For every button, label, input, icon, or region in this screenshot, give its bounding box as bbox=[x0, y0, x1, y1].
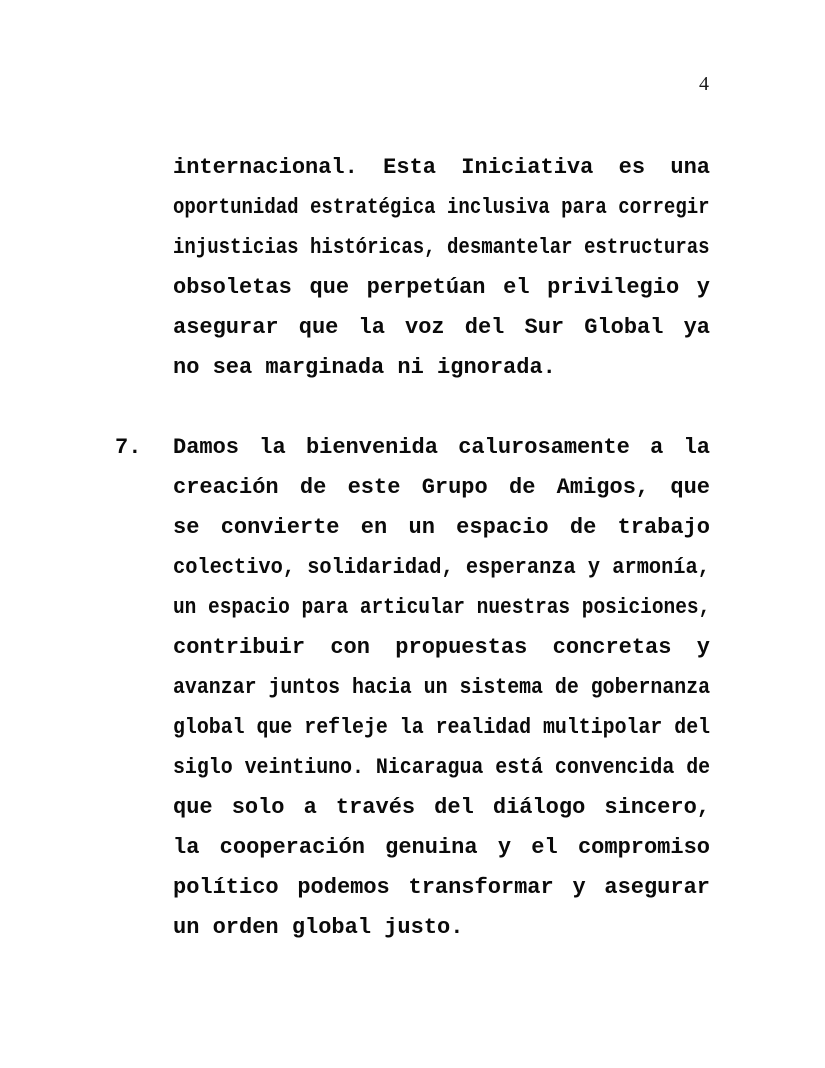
paragraph-item-7 bbox=[115, 428, 710, 948]
text-line: avanzar juntos hacia un sistema de gobernanza bbox=[173, 675, 711, 700]
text-line: colectivo, solidaridad, esperanza y armonía, bbox=[173, 555, 710, 580]
paragraph-lines bbox=[173, 148, 710, 388]
text-line: creación de este Grupo de Amigos, que bbox=[173, 475, 710, 500]
text-line: político podemos transformar y asegurar bbox=[173, 875, 710, 900]
text-line: la cooperación genuina y el compromiso bbox=[173, 835, 710, 860]
text-line: siglo veintiuno. Nicaragua está convencida de bbox=[173, 755, 711, 780]
text-line: Damos la bienvenida calurosamente a la bbox=[173, 435, 710, 460]
text-line: injusticias históricas, desmantelar estructuras bbox=[173, 235, 710, 260]
text-line: global que refleje la realidad multipolar del bbox=[173, 715, 711, 740]
page-number: 4 bbox=[699, 73, 709, 95]
text-line: que solo a través del diálogo sincero, bbox=[173, 795, 710, 820]
text-line: un orden global justo. bbox=[173, 915, 464, 940]
paragraph-continuation bbox=[115, 148, 710, 388]
document-body bbox=[115, 148, 710, 948]
text-line: no sea marginada ni ignorada. bbox=[173, 355, 556, 380]
text-line: se convierte en un espacio de trabajo bbox=[173, 515, 710, 540]
text-line: un espacio para articular nuestras posiciones, bbox=[173, 595, 711, 620]
text-line: asegurar que la voz del Sur Global ya bbox=[173, 315, 710, 340]
list-item-number: 7. bbox=[115, 435, 142, 460]
text-line: oportunidad estratégica inclusiva para corregir bbox=[173, 195, 710, 220]
text-line: contribuir con propuestas concretas y bbox=[173, 635, 710, 660]
paragraph-lines bbox=[173, 428, 710, 948]
text-line: obsoletas que perpetúan el privilegio y bbox=[173, 275, 710, 300]
text-line: internacional. Esta Iniciativa es una bbox=[173, 155, 710, 180]
